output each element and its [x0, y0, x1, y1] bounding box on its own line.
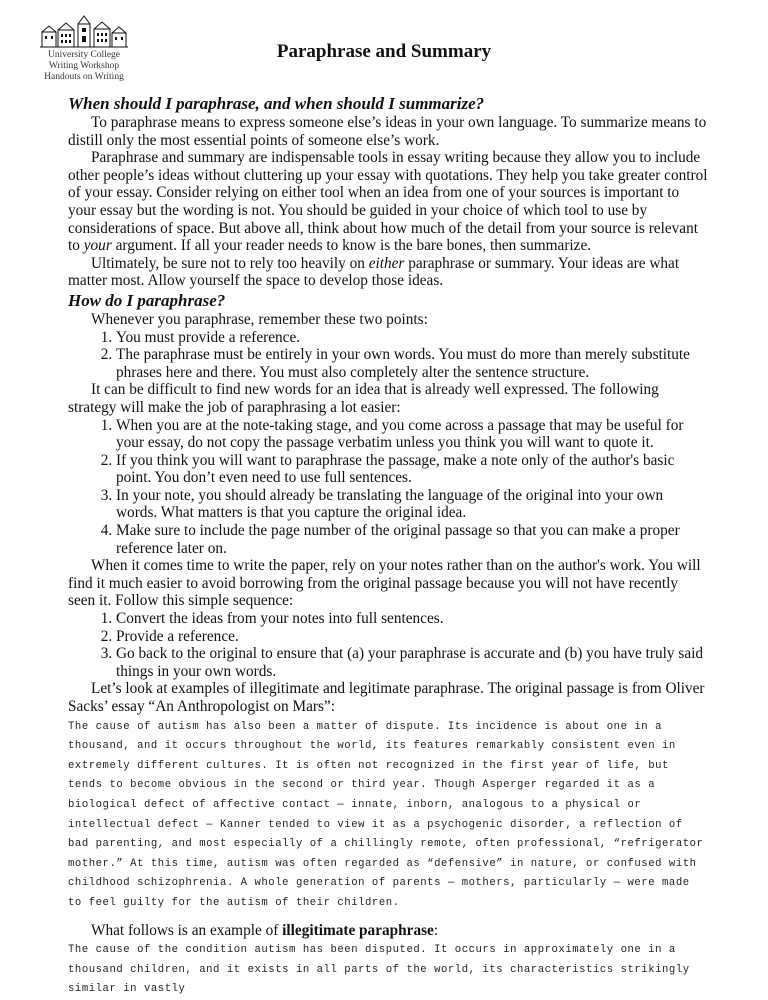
institution-line: University College	[47, 50, 121, 60]
numbered-list	[68, 610, 708, 680]
document-body	[68, 93, 708, 1000]
original-passage: The cause of autism has also been a matter of dispute. Its incidence is about one in a thousand, and it occurs throughout the world, its features remarkably consistent even in extremely different cultures. It is often not recognized in the first year of life, but tends to become obvious in the second or third year. Though Asperger regarded it as a biological defect of affective contact — innate, inborn, analogous to a physical or intellectual defect — Kanner tended to view it as a psychogenic disorder, a reflection of bad parenting, and most especially of a chillingly remote, often professional, “refrigerator mother.” At this time, autism was often regarded as “defensive” in nature, or confused with childhood schizophrenia. A whole generation of parents — mothers, particularly — were made to feel guilty for the autism of their children.	[68, 720, 704, 909]
list-item: 2. If you think you will want to paraphrase the passage, make a note only of the author's basic point. You don’t even need to use full sentences.	[116, 452, 708, 487]
list-item: 1. When you are at the note-taking stage, and you come across a passage that may be useful for your essay, do not copy the passage verbatim unless you think you will want to quote it.	[116, 417, 708, 452]
paragraph: To paraphrase means to express someone else’s ideas in your own language. To summarize means to distill only the most essential points of someone else’s work.	[68, 114, 707, 149]
numbered-list	[68, 417, 708, 558]
list-item: 4. Make sure to include the page number of the original passage so that you can make a proper reference later on.	[116, 522, 708, 557]
paragraph: When it comes time to write the paper, rely on your notes rather than on the author's work. You will find it much easier to avoid borrowing from the original passage because you will not have recently seen it. Follow this simple sequence:	[68, 557, 701, 610]
paragraph: What follows is an example of illegitimate paraphrase:	[91, 921, 439, 939]
paragraph: Ultimately, be sure not to rely too heavily on either paraphrase or summary. Your ideas are what matter most. Allow yourself the space to develop those ideas.	[68, 254, 680, 290]
paragraph: Whenever you paraphrase, remember these two points:	[91, 310, 428, 328]
list-item: 3. In your note, you should already be translating the language of the original into your own words. What matters is that you capture the original idea.	[116, 487, 708, 522]
illegitimate-passage: The cause of the condition autism has been disputed. It occurs in approximately one in a thousand children, and it exists in all parts of the world, its characteristics strikingly similar in vastly	[68, 944, 690, 996]
page-title: Paraphrase and Summary	[276, 41, 492, 62]
list-item: 2. Provide a reference.	[116, 628, 708, 646]
section-heading: How do I paraphrase?	[68, 290, 226, 310]
numbered-list	[68, 329, 708, 382]
list-item: 1. Convert the ideas from your notes into full sentences.	[116, 610, 708, 628]
paragraph: It can be difficult to find new words for an idea that is already well expressed. The following strategy will make the job of paraphrasing a lot easier:	[68, 381, 659, 416]
paragraph: Let’s look at examples of illegitimate and legitimate paraphrase. The original passage is from Oliver Sacks’ essay “An Anthropologist on Mars”:	[68, 680, 705, 715]
list-item: 1. You must provide a reference.	[116, 329, 708, 347]
paragraph: Paraphrase and summary are indispensable tools in essay writing because they allow you to include other people’s ideas without cluttering up your essay with quotations. They help you take greater control of your essay. Consider relying on either tool when an idea from one of your sources is important to your essay but the wording is not. You should be guided in your choice of which tool to use by considerations of space. But above all, think about how much of the detail from your source is relevant to your argument. If all your reader needs to know is the bare bones, then summarize.	[68, 149, 708, 255]
list-item: 2. The paraphrase must be entirely in your own words. You must do more than merely substitute phrases here and there. You must also completely alter the sentence structure.	[116, 346, 708, 381]
institution-line: Handouts on Writing	[44, 72, 124, 82]
section-heading: When should I paraphrase, and when should I summarize?	[68, 94, 485, 113]
list-item: 3. Go back to the original to ensure that (a) your paraphrase is accurate and (b) you have truly said things in your own words.	[116, 645, 708, 680]
institution-line: Writing Workshop	[48, 61, 120, 71]
